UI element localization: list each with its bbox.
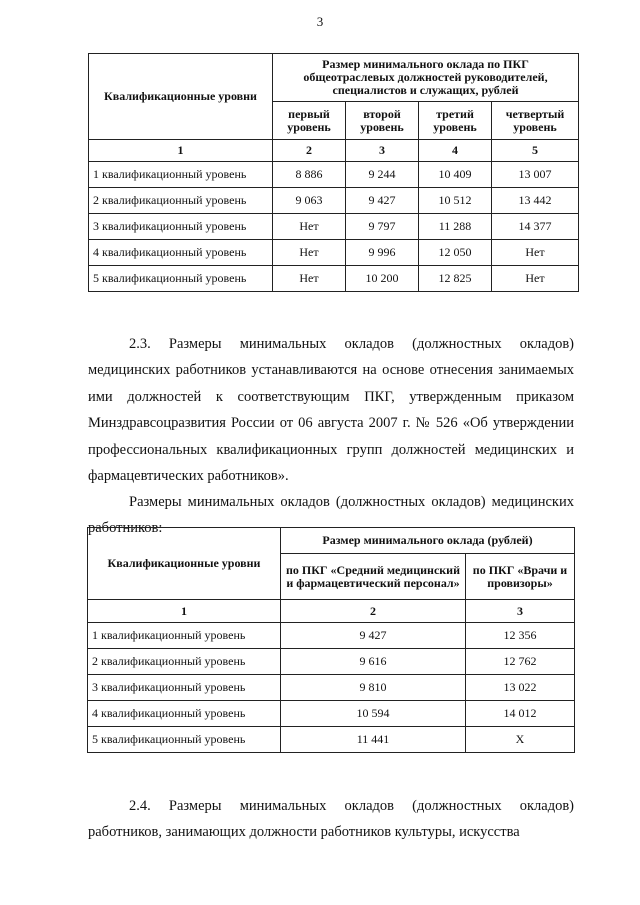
row-label: 2 квалификационный уровень	[88, 649, 281, 675]
table-cell: 9 996	[346, 240, 419, 266]
column-number: 2	[273, 140, 346, 162]
table-cell: 12 356	[466, 623, 575, 649]
subheader-first-level: первый уровень	[273, 102, 346, 140]
table-row	[89, 162, 579, 188]
table-cell: Нет	[492, 266, 579, 292]
table-cell: 11 441	[281, 727, 466, 753]
table-cell: 9 797	[346, 214, 419, 240]
page-number: 3	[316, 14, 324, 29]
header-qualification-levels: Квалификационные уровни	[88, 528, 281, 600]
column-number-row	[89, 140, 579, 162]
table-row	[88, 623, 575, 649]
table-cell: 12 825	[419, 266, 492, 292]
subheader-fourth-level: четвертый уровень	[492, 102, 579, 140]
table-row	[88, 701, 575, 727]
row-label: 1 квалификационный уровень	[89, 162, 273, 188]
subheader-second-level: второй уровень	[346, 102, 419, 140]
column-number: 5	[492, 140, 579, 162]
row-label: 1 квалификационный уровень	[88, 623, 281, 649]
row-label: 3 квалификационный уровень	[89, 214, 273, 240]
table-row	[89, 188, 579, 214]
paragraph-2-3: 2.3. Размеры минимальных окладов (должностных окладов) медицинских работников устанавливаются на основе отнесения занимаемых ими должностей к соответствующим ПКГ, утвержденным приказом Минздравсоцразвития России от 06 августа 2007 г. № 526 «Об утверждении профессиональных квалификационных групп должностей медицинских и фармацевтических работников».	[88, 335, 574, 484]
salary-table-medical	[87, 527, 575, 753]
table-cell: 14 377	[492, 214, 579, 240]
column-number: 4	[419, 140, 492, 162]
table-cell: 14 012	[466, 701, 575, 727]
table-cell: 9 427	[281, 623, 466, 649]
table-cell: 9 427	[346, 188, 419, 214]
table-cell: 13 022	[466, 675, 575, 701]
column-number: 1	[88, 600, 281, 623]
row-label: 4 квалификационный уровень	[88, 701, 281, 727]
subheader-third-level: третий уровень	[419, 102, 492, 140]
subheader-middle-medical-staff: по ПКГ «Средний медицинский и фармацевтический персонал»	[281, 554, 466, 600]
table-cell: 9 616	[281, 649, 466, 675]
column-number: 2	[281, 600, 466, 623]
header-min-salary-medical: Размер минимального оклада (рублей)	[281, 528, 575, 554]
table-row	[88, 675, 575, 701]
subheader-doctors-pharmacists: по ПКГ «Врачи и провизоры»	[466, 554, 575, 600]
table-cell: 10 512	[419, 188, 492, 214]
column-number-row	[88, 600, 575, 623]
table-row	[88, 727, 575, 753]
row-label: 5 квалификационный уровень	[88, 727, 281, 753]
header-qualification-levels: Квалификационные уровни	[89, 54, 273, 140]
table-row	[89, 214, 579, 240]
table-row	[89, 240, 579, 266]
header-min-salary-general: Размер минимального оклада по ПКГ общеотраслевых должностей руководителей, специалистов и служащих, рублей	[273, 54, 579, 102]
table-cell: Нет	[273, 214, 346, 240]
table-cell: 11 288	[419, 214, 492, 240]
table-cell: 12 050	[419, 240, 492, 266]
table-cell: 13 442	[492, 188, 579, 214]
column-number: 3	[466, 600, 575, 623]
salary-table-general	[88, 53, 579, 292]
table-cell: 10 594	[281, 701, 466, 727]
row-label: 3 квалификационный уровень	[88, 675, 281, 701]
table-cell: 10 409	[419, 162, 492, 188]
table-cell: Нет	[273, 240, 346, 266]
row-label: 5 квалификационный уровень	[89, 266, 273, 292]
row-label: 2 квалификационный уровень	[89, 188, 273, 214]
paragraph-2-4: 2.4. Размеры минимальных окладов (должностных окладов) работников, занимающих должности работников культуры, искусства	[88, 797, 574, 840]
table-cell: 12 762	[466, 649, 575, 675]
table-cell: 9 063	[273, 188, 346, 214]
table-cell: 9 810	[281, 675, 466, 701]
table-cell: Нет	[273, 266, 346, 292]
table-row	[88, 649, 575, 675]
table-row	[89, 266, 579, 292]
column-number: 3	[346, 140, 419, 162]
table-cell: 10 200	[346, 266, 419, 292]
row-label: 4 квалификационный уровень	[89, 240, 273, 266]
paragraph-medical-salaries-intro: Размеры минимальных окладов (должностных окладов) медицинских работников:	[88, 493, 574, 536]
column-number: 1	[89, 140, 273, 162]
table-cell: Нет	[492, 240, 579, 266]
table-cell: Х	[466, 727, 575, 753]
table-cell: 13 007	[492, 162, 579, 188]
table-cell: 9 244	[346, 162, 419, 188]
table-cell: 8 886	[273, 162, 346, 188]
